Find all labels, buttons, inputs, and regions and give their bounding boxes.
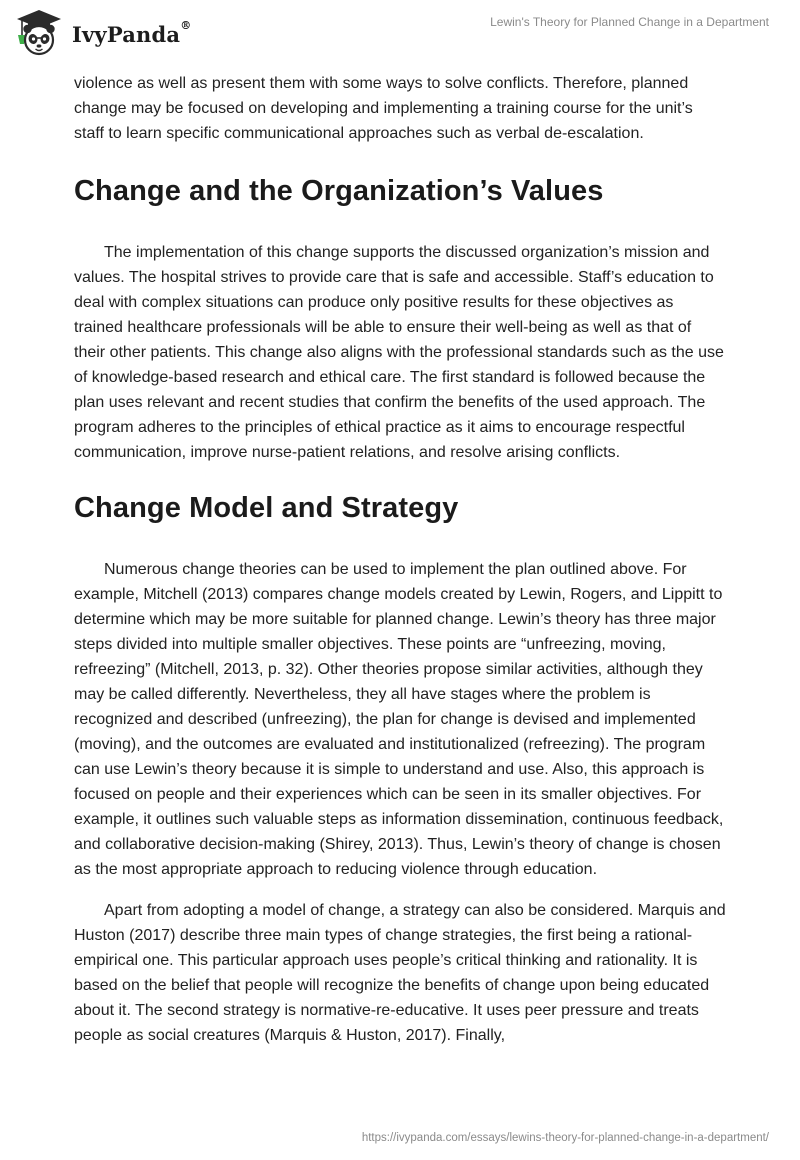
essay-body: [74, 71, 726, 1048]
body-paragraph: The implementation of this change supports the discussed organization’s mission and values. The hospital strives to provide care that is safe and accessible. Staff’s education to deal with complex situations can produce only positive results for these objectives as trained healthcare professionals will be able to ensure their well-being as well as that of their other patients. This change also aligns with the professional standards such as the use of knowledge-based research and ethical care. The first standard is followed because the plan uses relevant and recent studies that confirm the benefits of the used approach. The program adheres to the principles of ethical practice as it aims to encourage respectful communication, improve nurse-patient relations, and resolve arising conflicts.: [74, 244, 724, 461]
document-title: Lewin's Theory for Planned Change in a Department: [490, 15, 769, 29]
brand-text: IvyPanda: [72, 21, 181, 47]
body-paragraph: Numerous change theories can be used to implement the plan outlined above. For example, Mitchell (2013) compares change models created by Lewin, Rogers, and Lippitt to determine which may be more suitable for planned change. Lewin’s theory has three major steps divided into multiple smaller objectives. These points are “unfreezing, moving, refreezing” (Mitchell, 2013, p. 32). Other theories propose similar activities, although they may be called differently. Nevertheless, they all have stages where the problem is recognized and described (unfreezing), the plan for change is devised and implemented (moving), and the outcomes are evaluated and institutionalized (refreezing). The program can use Lewin’s theory because it is simple to understand and use. Also, this approach is focused on people and their experiences which can be seen in its smaller objectives. For example, it outlines such valuable steps as information dissemination, continuous feedback, and collaborative decision-making (Shirey, 2013). Thus, Lewin’s theory of change is chosen as the most appropriate approach to reducing violence through education.: [74, 561, 724, 878]
body-paragraph: Apart from adopting a model of change, a strategy can also be considered. Marquis and Huston (2017) describe three main types of change strategies, the first being a rational-empirical one. This particular approach uses people’s critical thinking and rationality. It is based on the belief that people will recognize the benefits of change upon being educated about it. The second strategy is normative-re-educative. It uses peer pressure and treats people as social creatures (Marquis & Huston, 2017). Finally,: [74, 902, 726, 1044]
site-logo[interactable]: [14, 8, 191, 58]
intro-paragraph: violence as well as present them with some ways to solve conflicts. Therefore, planned change may be focused on developing and implementing a training course for the unit’s staff to learn specific communicational approaches such as verbal de-escalation.: [74, 75, 693, 142]
section-heading-values: Change and the Organization’s Values: [74, 175, 604, 207]
registered-mark: ®: [180, 18, 192, 32]
source-url[interactable]: https://ivypanda.com/essays/lewins-theory-for-planned-change-in-a-department/: [361, 1132, 769, 1144]
section-heading-model: Change Model and Strategy: [74, 492, 459, 524]
brand-name: [72, 18, 192, 47]
page-header: [0, 0, 800, 66]
panda-graduation-cap-icon: [14, 8, 64, 58]
